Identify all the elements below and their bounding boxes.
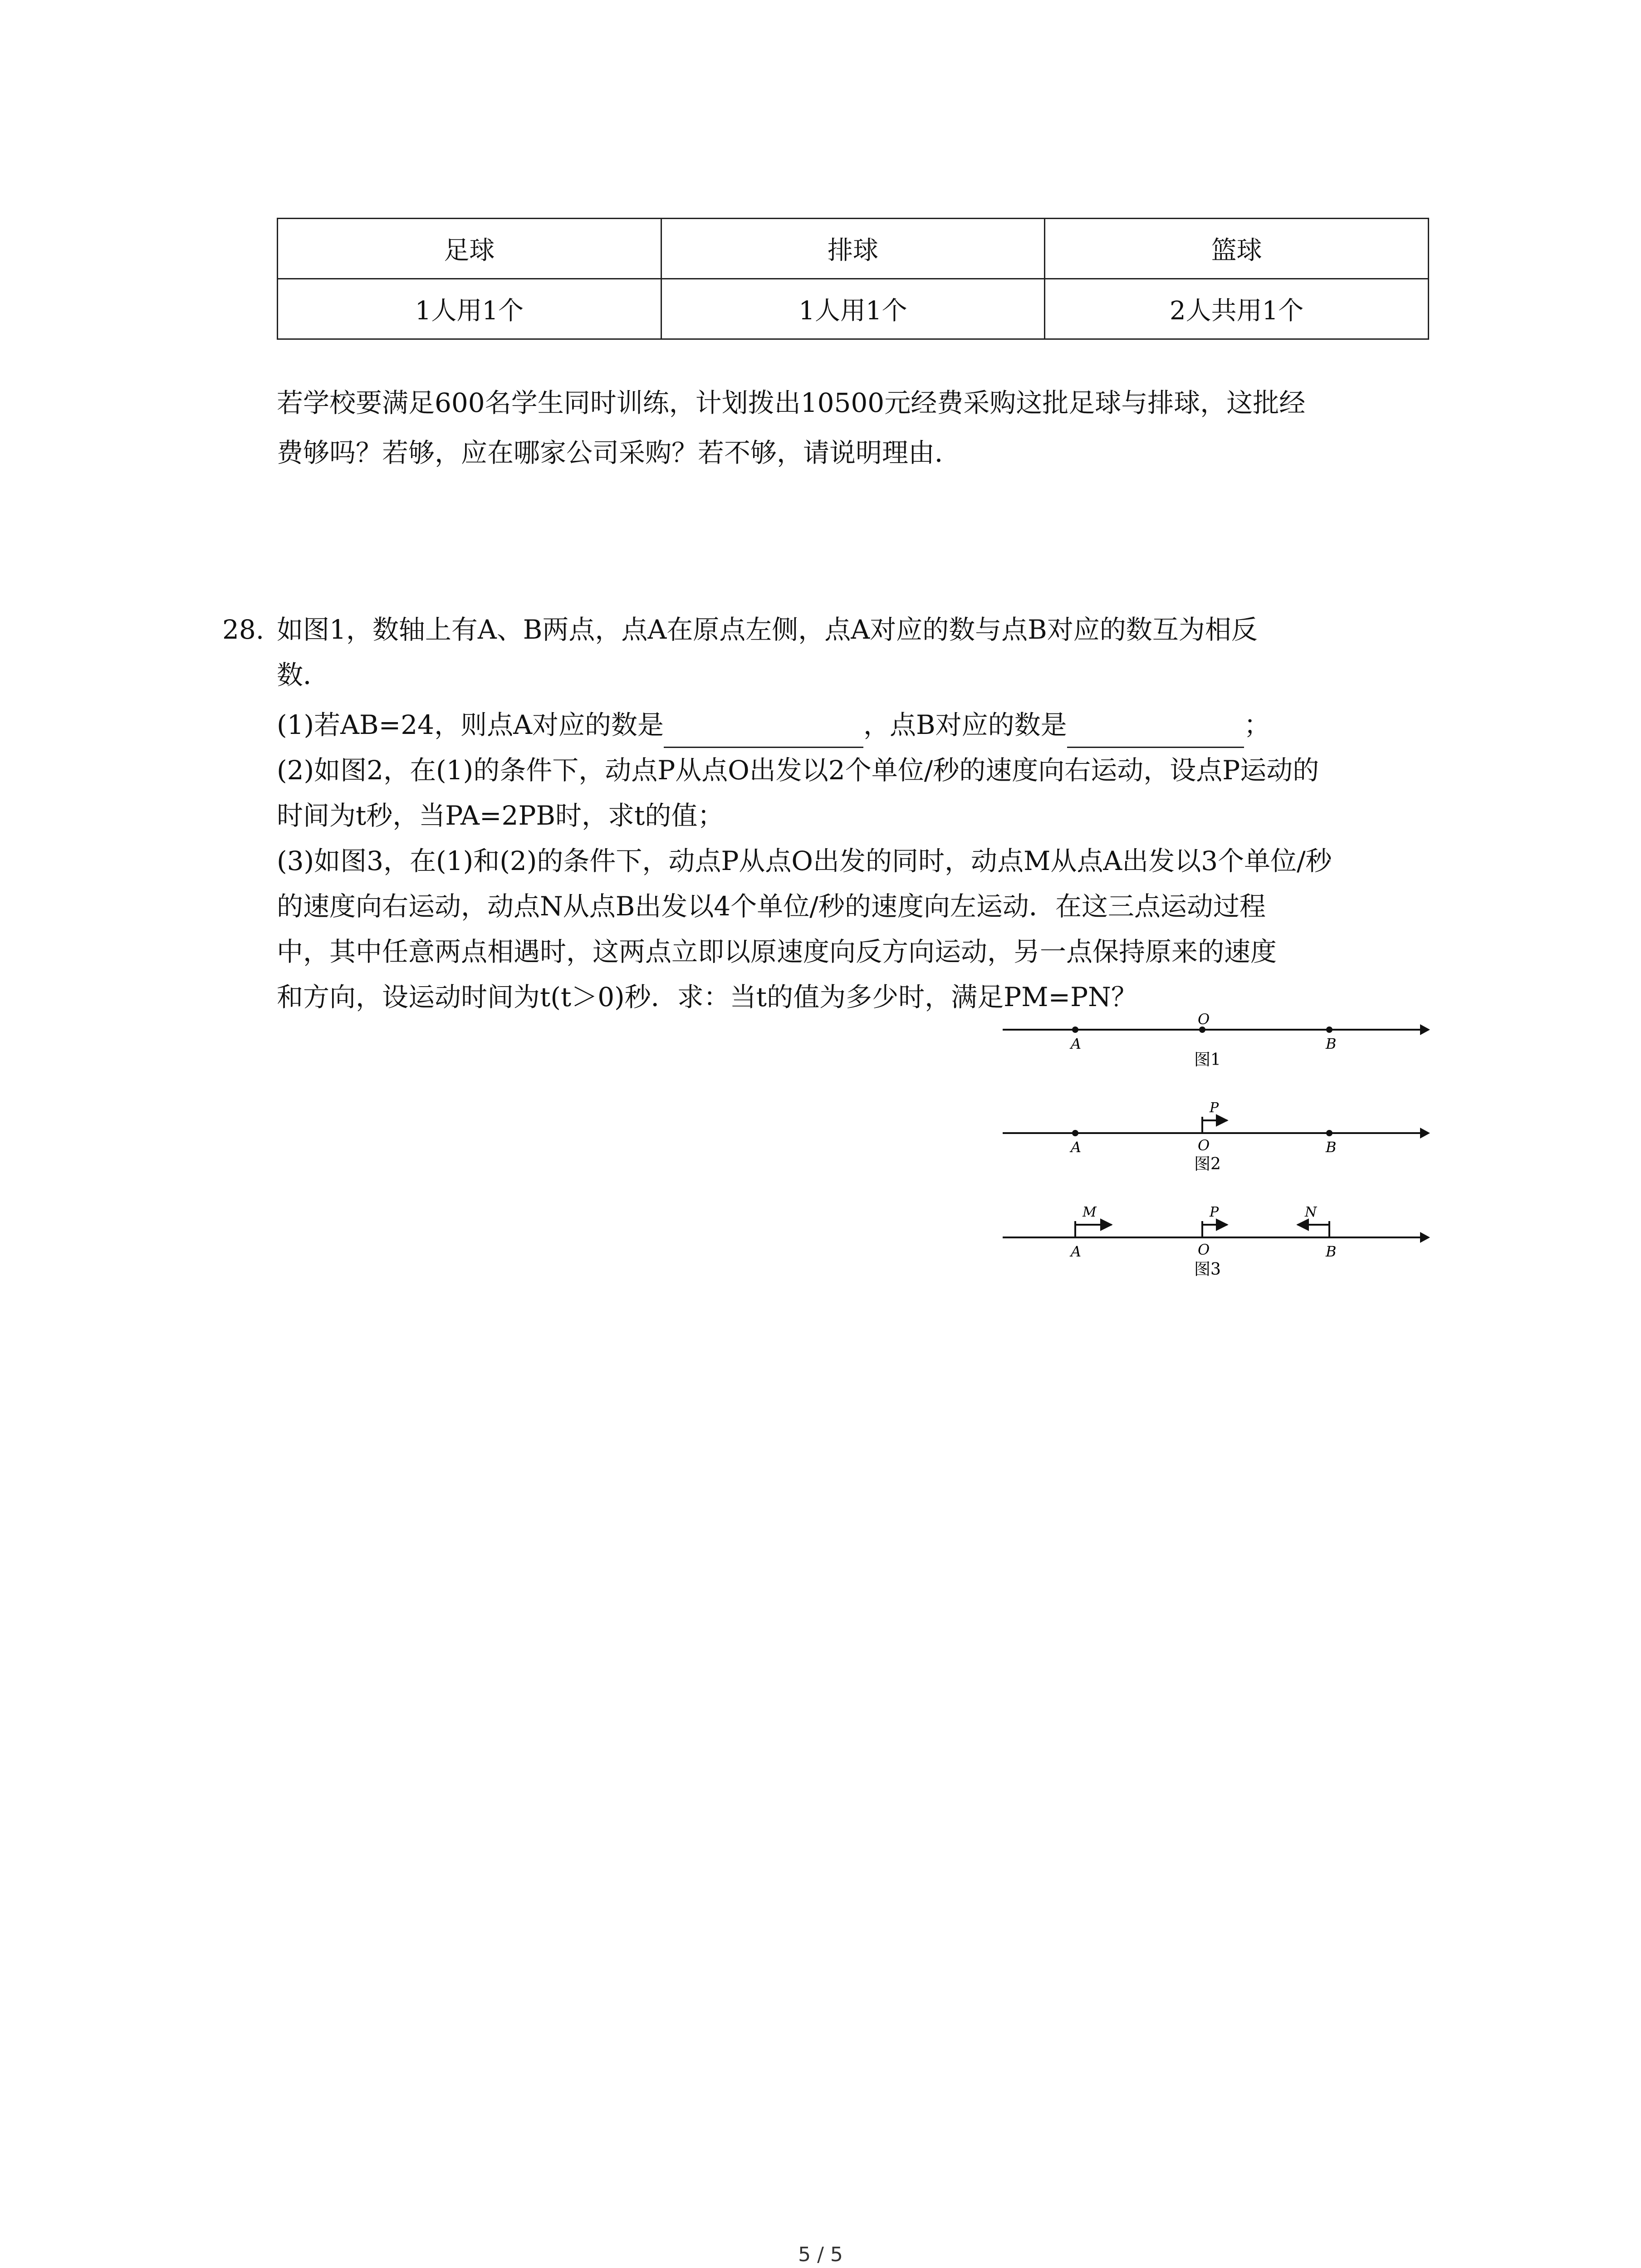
q28-part1 — [277, 703, 1270, 748]
answer-blank-a[interactable] — [664, 703, 863, 748]
point-a — [1072, 1130, 1078, 1136]
fig3-caption: 图3 — [1194, 1260, 1221, 1279]
axis-arrow-icon — [1420, 1232, 1430, 1243]
q28-intro-line-2: 数． — [277, 660, 330, 690]
q28-part3-line-1: (3)如图3，在(1)和(2)的条件下，动点P从点O出发的同时，动点M从点A出发以3个单位/秒 — [277, 846, 1332, 876]
q28-part2-line-1: (2)如图2，在(1)的条件下，动点P从点O出发以2个单位/秒的速度向右运动，设点P运动的 — [277, 755, 1319, 786]
q28-part3-line-2: 的速度向右运动，动点N从点B出发以4个单位/秒的速度向左运动．在这三点运动过程 — [277, 891, 1266, 922]
fig2-caption: 图2 — [1194, 1155, 1221, 1173]
label-p: P — [1210, 1100, 1219, 1116]
label-b: B — [1326, 1035, 1337, 1052]
label-a: A — [1071, 1139, 1082, 1156]
q27-text-line-2: 费够吗？若够，应在哪家公司采购？若不够，请说明理由． — [277, 437, 961, 468]
table-cell: 2人共用1个 — [1045, 279, 1429, 339]
table-header-cell: 排球 — [661, 219, 1045, 279]
point-b — [1326, 1130, 1332, 1136]
answer-blank-b[interactable] — [1067, 703, 1244, 748]
axis-arrow-icon — [1420, 1024, 1430, 1035]
label-a: A — [1071, 1035, 1082, 1052]
q28-part1-text-c: ； — [1244, 709, 1270, 740]
label-b: B — [1326, 1139, 1337, 1156]
label-m: M — [1083, 1204, 1097, 1220]
point-b — [1326, 1026, 1332, 1033]
number-line-figures — [998, 1012, 1434, 1302]
table-cell: 1人用1个 — [661, 279, 1045, 339]
label-p: P — [1210, 1204, 1219, 1220]
label-o: O — [1198, 1012, 1210, 1028]
table-cell: 1人用1个 — [278, 279, 661, 339]
q28-part3-line-4: 和方向，设运动时间为t(t＞0)秒．求：当t的值为多少时，满足PM=PN？ — [277, 982, 1137, 1012]
fig1-caption: 图1 — [1194, 1051, 1221, 1069]
table-header-cell: 足球 — [278, 219, 661, 279]
figure-2 — [1003, 1100, 1430, 1173]
table-header-cell: 篮球 — [1045, 219, 1429, 279]
figure-3 — [1003, 1204, 1430, 1279]
ball-usage-table — [277, 218, 1429, 340]
q28-part2-line-2: 时间为t秒，当PA=2PB时，求t的值； — [277, 800, 724, 831]
label-b: B — [1326, 1243, 1337, 1260]
q28-part1-text-b: ，点B对应的数是 — [863, 709, 1067, 740]
figure-1 — [1003, 1012, 1430, 1069]
q28-part1-text-a: (1)若AB=24，则点A对应的数是 — [277, 709, 664, 740]
label-n: N — [1305, 1204, 1317, 1220]
point-a — [1072, 1026, 1078, 1033]
q28-intro-line-1: 如图1，数轴上有A、B两点，点A在原点左侧，点A对应的数与点B对应的数互为相反 — [277, 614, 1258, 645]
label-o: O — [1198, 1241, 1210, 1258]
axis-arrow-icon — [1420, 1128, 1430, 1139]
table-header-row — [278, 219, 1429, 279]
table-row — [278, 279, 1429, 339]
q28-part3-line-3: 中，其中任意两点相遇时，这两点立即以原速度向反方向运动，另一点保持原来的速度 — [277, 936, 1277, 967]
q28-number: 28. — [222, 614, 265, 645]
q27-text-line-1: 若学校要满足600名学生同时训练，计划拨出10500元经费采购这批足球与排球，这批经 — [277, 387, 1306, 418]
label-o: O — [1198, 1137, 1210, 1154]
label-a: A — [1071, 1243, 1082, 1260]
page-number: 5 / 5 — [798, 2243, 843, 2266]
